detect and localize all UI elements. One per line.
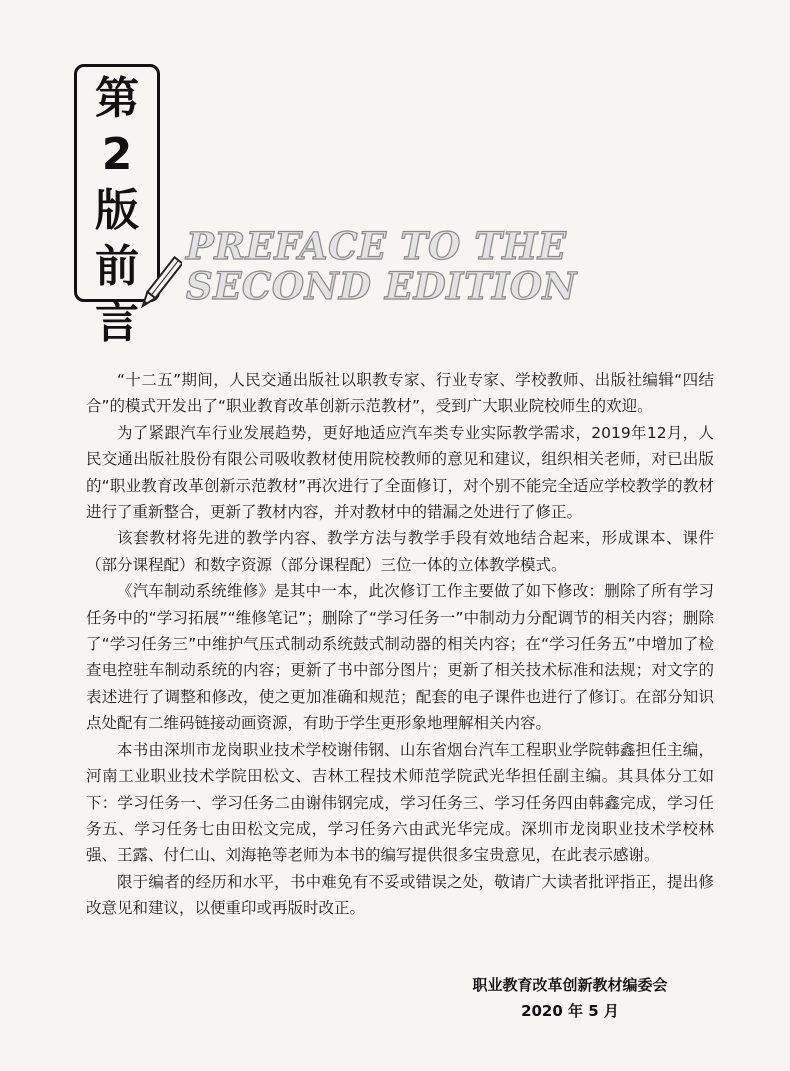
title-char: 版 [95, 185, 139, 236]
signature-date: 2020 年 5 月 [521, 1002, 619, 1020]
paragraph: 《汽车制动系统维修》是其中一本，此次修订工作主要做了如下修改：删除了所有学习任务中的“学习拓展”“维修笔记”；删除了“学习任务一”中制动力分配调节的相关内容；删除了“学习任务三”中维护气压式制动系统鼓式制动器的相关内容；在“学习任务五”中增加了检查电控驻车制动系统的内容；更新了书中部分图片；更新了相关技术标准和法规；对文字的表述进行了调整和修改，使之更加准确和规范；配套的电子课件也进行了修订。在部分知识点处配有二维码链接动画资源，有助于学生更形象地理解相关内容。 [86, 582, 714, 733]
paragraph: 该套教材将先进的教学内容、教学方法与教学手段有效地结合起来，形成课本、课件（部分课程配）和数字资源（部分课程配）三位一体的立体教学模式。 [86, 529, 714, 574]
signature-organization: 职业教育改革创新教材编委会 [472, 976, 668, 994]
title-char: 第 [95, 73, 139, 124]
paragraph: 为了紧跟汽车行业发展趋势，更好地适应汽车类专业实际教学需求，2019年12月，人民交通出版社股份有限公司吸收教材使用院校教师的意见和建议，组织相关老师，对已出版的“职业教育改革创新示范教材”再次进行了全面修订，对个别不能完全适应学校教学的教材进行了重新整合，更新了教材内容，并对教材中的错漏之处进行了修正。 [86, 423, 714, 522]
paragraph: “十二五”期间，人民交通出版社以职教专家、行业专家、学校教师、出版社编辑“四结合”的模式开发出了“职业教育改革创新示范教材”，受到广大职业院校师生的欢迎。 [86, 371, 714, 416]
title-char: 言 [95, 297, 139, 348]
english-title-line2: SECOND EDITION [186, 264, 577, 308]
title-char: 前 [95, 241, 139, 292]
title-char: 2 [101, 129, 133, 180]
english-title-line1: PREFACE TO THE [186, 224, 567, 268]
pencil-icon [138, 252, 182, 316]
signature-block [420, 972, 720, 1024]
paragraph: 本书由深圳市龙岗职业技术学校谢伟钢、山东省烟台汽车工程职业学院韩鑫担任主编，河南工业职业技术学院田松文、吉林工程技术师范学院武光华担任副主编。其具体分工如下：学习任务一、学习任务二由谢伟钢完成，学习任务三、学习任务四由韩鑫完成，学习任务五、学习任务七由田松文完成，学习任务六由武光华完成。深圳市龙岗职业技术学校林强、王露、付仁山、刘海艳等老师为本书的编写提供很多宝贵意见，在此表示感谢。 [86, 740, 714, 865]
preface-body [86, 367, 714, 922]
paragraph: 限于编者的经历和水平，书中难免有不妥或错误之处，敬请广大读者批评指正，提出修改意见和建议，以便重印或再版时改正。 [86, 872, 714, 918]
english-title [186, 226, 577, 306]
